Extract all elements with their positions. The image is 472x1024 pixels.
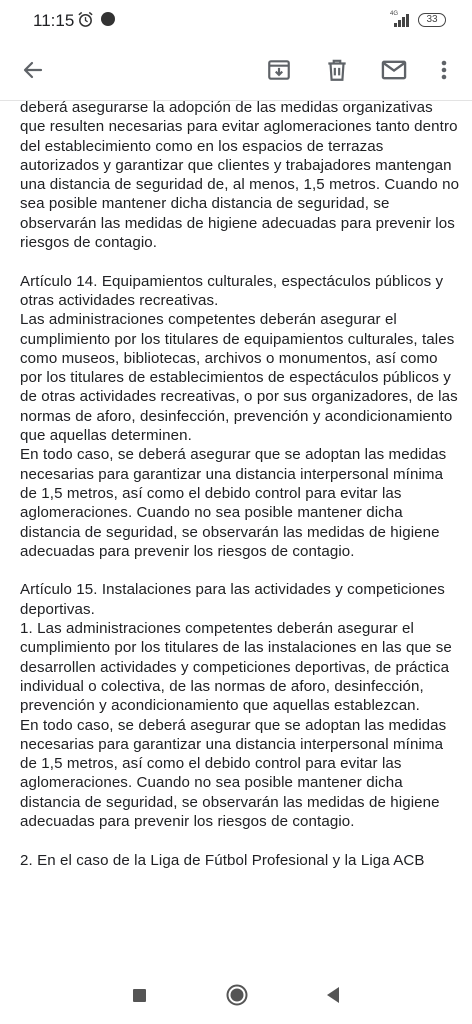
status-bar [0, 0, 472, 40]
archive-button[interactable] [259, 50, 299, 90]
recents-icon[interactable] [133, 989, 146, 1002]
blank-line [20, 561, 460, 580]
body-paragraph: 1. Las administraciones competentes deberán asegurar el cumplimiento por los titulares de las instalaciones en las que se desarrollen actividades y competiciones deportivas, de práctica individual o colectiva, de las normas de aforo, desinfección, prevención y acondicionamiento que aquellas establezcan. [20, 620, 452, 715]
message-body [20, 98, 460, 964]
network-type: 4G [390, 11, 399, 17]
mark-unread-button[interactable] [374, 50, 414, 90]
body-paragraph: deberá asegurarse la adopción de las medidas organizativas que resulten necesarias para evitar aglomeraciones tanto dentro del establecimiento como en los espacios de terrazas autorizados y garantizar que clientes y trabajadores mantengan una distancia de seguridad de, al menos, 1,5 metros. Cuando no sea posible mantener dicha distancia de seguridad, se observarán las medidas de higiene adecuadas para prevenir los riesgos de contagio. [20, 99, 460, 252]
back-arrow-icon [21, 58, 45, 82]
back-button[interactable] [13, 50, 53, 90]
delete-button[interactable] [317, 50, 357, 90]
blank-line [20, 831, 460, 850]
article-14-heading: Artículo 14. Equipamientos culturales, espectáculos públicos y otras actividades recreativas. [20, 272, 444, 309]
article-15-heading: Artículo 15. Instalaciones para las actividades y competiciones deportivas. [20, 581, 445, 618]
delete-icon [324, 57, 350, 83]
body-paragraph: En todo caso, se deberá asegurar que se adoptan las medidas necesarias para garantizar una distancia interpersonal mínima de 1,5 metros, así como el debido control para evitar las aglomeraciones. Cuando no sea posible mantener dicha distancia de seguridad, se observarán las medidas de higiene adecuadas para prevenir los riesgos de contagio. [20, 446, 447, 560]
battery-icon: 33 [418, 13, 446, 27]
more-vert-icon [432, 58, 456, 82]
archive-icon [266, 57, 292, 83]
more-options-button[interactable] [424, 50, 464, 90]
app-status-icon [101, 12, 115, 26]
home-icon[interactable] [226, 984, 248, 1006]
nav-back-icon[interactable] [325, 985, 341, 1005]
status-time: 11:15 [33, 11, 75, 30]
signal-icon [386, 12, 412, 28]
message-toolbar [0, 40, 472, 100]
body-paragraph: Las administraciones competentes deberán asegurar el cumplimiento por los titulares de equipamientos culturales, tales como museos, bibliotecas, archivos o monumentos, así como por los titulares de establecimientos de espectáculos públicos y de otras actividades recreativas, o por sus organizadores, de las normas de aforo, desinfección, prevención y acondicionamiento que aquellas determinen. [20, 311, 458, 445]
body-paragraph: En todo caso, se deberá asegurar que se adoptan las medidas necesarias para garantizar una distancia interpersonal mínima de 1,5 metros, así como el debido control para evitar las aglomeraciones. Cuando no sea posible mantener dicha distancia de seguridad, se observarán las medidas de higiene adecuadas para prevenir los riesgos de contagio. [20, 716, 447, 830]
alarm-icon [77, 11, 94, 28]
blank-line [20, 252, 460, 271]
body-paragraph: 2. En el caso de la Liga de Fútbol Profesional y la Liga ACB [20, 851, 425, 869]
mark-unread-icon [380, 56, 408, 84]
